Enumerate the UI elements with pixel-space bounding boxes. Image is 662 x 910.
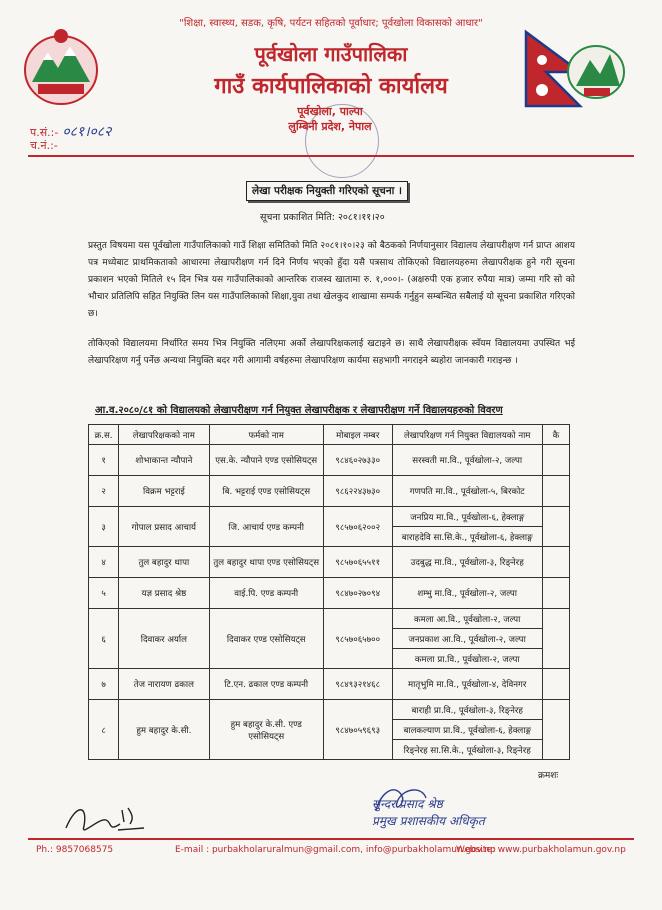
cell-school: गणपति मा.वि., पूर्वखोला-५, बिरकोट: [392, 476, 542, 507]
cell-sn: २: [89, 476, 119, 507]
cell-mobile: ९८५७०६५७००: [323, 609, 392, 669]
cell-school: शम्भु मा.वि., पूर्वखोला-२, जल्पा: [392, 578, 542, 609]
signatory-designation: प्रमुख प्रशासकीय अधिकृत: [372, 814, 485, 828]
cell-sn: ६: [89, 609, 119, 669]
table-row: [89, 700, 570, 720]
cell-mobile: ९८५७०६२००२: [323, 507, 392, 547]
cell-mobile: ९८६२२४३७३०: [323, 476, 392, 507]
table-row: [89, 507, 570, 527]
cell-sn: ७: [89, 669, 119, 700]
footer-phone: Ph.: 9857068575: [36, 845, 114, 855]
reference-label: प.सं.:-: [30, 126, 59, 139]
cell-remarks: [542, 578, 569, 609]
cell-school: कमला आ.वि., पूर्वखोला-२, जल्पा: [392, 609, 542, 629]
header-sn: क्र.स.: [89, 425, 119, 445]
cell-auditor: विक्रम भट्टराई: [119, 476, 209, 507]
cell-auditor: तेज नारायण ढकाल: [119, 669, 209, 700]
cell-sn: ८: [89, 700, 119, 760]
cell-auditor: गोपाल प्रसाद आचार्य: [119, 507, 209, 547]
header-divider: [28, 155, 634, 157]
cell-remarks: [542, 700, 569, 760]
cell-school: मातृभुमि मा.वि., पूर्वखोला-४, देविनगर: [392, 669, 542, 700]
cell-firm: वाई.पि. एण्ड कम्पनी: [209, 578, 323, 609]
slogan: "शिक्षा, स्वास्थ्य, सडक, कृषि, पर्यटन सहितको पूर्वाधार; पूर्वखोला विकासको आधार": [179, 18, 483, 29]
cell-auditor: तुल बहादुर थापा: [119, 547, 209, 578]
cell-school: जनप्रकाश आ.वि., पूर्वखोला-२, जल्पा: [392, 629, 542, 649]
cell-school: जनप्रिय मा.वि., पूर्वखोला-६, हेक्लाङ्ग: [392, 507, 542, 527]
published-date: सूचना प्रकाशित मिति: २०८१।११।२०: [260, 212, 385, 223]
header-mobile: मोबाइल नम्बर: [323, 425, 392, 445]
cell-school: उदबुद्ध मा.वि., पूर्वखोला-३, रिङ्नेरह: [392, 547, 542, 578]
footer-email: E-mail : purbakholaruralmun@gmail.com, info@purbakholamun.gov.np: [175, 845, 496, 855]
cell-sn: १: [89, 445, 119, 476]
table-row: [89, 578, 570, 609]
cell-school: कमला प्रा.वि., पूर्वखोला-२, जल्पा: [392, 649, 542, 669]
cell-remarks: [542, 476, 569, 507]
cell-firm: बि. भट्टराई एण्ड एसोसियट्स: [209, 476, 323, 507]
dispatch-number-label: च.नं.:-: [30, 139, 58, 152]
cell-remarks: [542, 507, 569, 547]
cell-firm: तुल बहादुर थापा एण्ड एसोसियट्स: [209, 547, 323, 578]
table-row: [89, 669, 570, 700]
reference-value: ०८१।०८२: [62, 124, 112, 140]
header-school: लेखापरिक्षण गर्न नियुक्त विद्यालयको नाम: [392, 425, 542, 445]
cell-school: रिङ्नेरह सा.सि.के., पूर्वखोला-३, रिङ्नेरह: [392, 740, 542, 760]
cell-firm: दिवाकर एण्ड एसोसियट्स: [209, 609, 323, 669]
office-name: गाउँ कार्यपालिकाको कार्यालय: [214, 74, 448, 99]
table-header-row: [89, 425, 570, 445]
cell-remarks: [542, 669, 569, 700]
continuation-note: क्रमशः: [538, 771, 559, 781]
cell-school: बाराहदेवि सा.सि.के., पूर्वखोला-६, हेक्लाङ्ग: [392, 527, 542, 547]
cell-sn: ५: [89, 578, 119, 609]
cell-auditor: यज्ञ प्रसाद श्रेष्ठ: [119, 578, 209, 609]
address-line-1: पूर्वखोला, पाल्पा: [297, 105, 363, 118]
notice-paragraph-2: तोकिएको विद्यालयमा निर्धारित समय भित्र नियुक्ति नलिएमा अर्को लेखापरिक्षकलाई खटाइने छ। साथै लेखापरीक्षक स्वँयम विद्यालयमा उपस्थित भई लेखापरिक्षण गर्नु पर्नेछ अन्यथा नियुक्ति बदर गरी आगामी वर्षहरुमा लेखापरिक्षण कार्यमा सहभागी नगराइने ब्यहोरा जानकारी गराइन्छ ।: [88, 339, 575, 366]
cell-remarks: [542, 547, 569, 578]
footer-website: Website: www.purbakholamun.gov.np: [456, 845, 626, 855]
cell-auditor: शोभाकान्त न्यौपाने: [119, 445, 209, 476]
table-row: [89, 609, 570, 629]
header-auditor: लेखापरिक्षकको नाम: [119, 425, 209, 445]
cell-school: सरस्वती मा.वि., पूर्वखोला-२, जल्पा: [392, 445, 542, 476]
table-row: [89, 445, 570, 476]
org-name: पूर्वखोला गाउँपालिका: [254, 42, 408, 66]
cell-firm: जि. आचार्य एण्ड कम्पनी: [209, 507, 323, 547]
notice-title: लेखा परीक्षक नियुक्ती गरिएको सूचना ।: [246, 181, 408, 201]
cell-remarks: [542, 609, 569, 669]
header-remarks: कै: [542, 425, 569, 445]
cell-sn: ४: [89, 547, 119, 578]
address-line-2: लुम्बिनी प्रदेश, नेपाल: [288, 120, 372, 133]
table-title: आ.व.२०८०/८१ को विद्यालयको लेखापरीक्षण गर्न नियुक्त लेखापरीक्षक र लेखापरीक्षण गर्ने विद्यालयहरुको विवरण: [95, 405, 503, 416]
signatory-name: सुन्दर प्रसाद श्रेष्ठ: [372, 797, 443, 811]
cell-firm: हुम बहादुर के.सी. एण्ड एसोसियट्स: [209, 700, 323, 760]
auditor-table: [88, 424, 570, 760]
header-firm: फर्मको नाम: [209, 425, 323, 445]
cell-mobile: ९८४७०२७०९४: [323, 578, 392, 609]
cell-auditor: हुम बहादुर के.सी.: [119, 700, 209, 760]
cell-firm: टि.एन. ढकाल एण्ड कम्पनी: [209, 669, 323, 700]
cell-mobile: ९८४७०५९६९३: [323, 700, 392, 760]
cell-school: बाराही प्रा.वि., पूर्वखोला-३, रिङ्नेरह: [392, 700, 542, 720]
table-row: [89, 547, 570, 578]
municipality-logo-icon: [520, 24, 630, 114]
notice-paragraph-1: प्रस्तुत विषयमा यस पूर्वखोला गाउँपालिकाको गाउँ शिक्षा समितिको मिति २०८१।१०।२३ को बैठकको निर्णयानुसार विद्यालय लेखापरीक्षण गर्न प्राप्त आशय पत्र मध्येबाट प्राथमिकताको आधारमा लेखापरीक्षण गर्न दिने निर्णय भएको हुँदा यसै पत्रसाथ तोकिएको विद्यालयहरुमा लेखापरीक्षक हुने गरी सूचना प्रकाशन भएको मितिले १५ दिन भित्र यस गाउँपालिकाको आन्तरिक राजस्व खातामा रु. १,०००।- (अक्षरुपी एक हजार रुपैया मात्र) जम्मा गरि सो को भौचार प्रतिलिपि सहित नियुक्ति लिन यस गाउँपालिकाको शिक्षा,युवा तथा खेलकुद शाखामा सम्पर्क गर्नुहुन सम्बन्धित सबैलाई यो सूचना प्रकाशित गरिएको छ।: [88, 241, 575, 319]
cell-auditor: दिवाकर अर्याल: [119, 609, 209, 669]
cell-school: बालकल्याण प्रा.वि., पूर्वखोला-६, हेक्लाङ्ग: [392, 720, 542, 740]
table-row: [89, 476, 570, 507]
cell-remarks: [542, 445, 569, 476]
signatory-block: [372, 796, 532, 830]
cell-mobile: ९८५७०६५५११: [323, 547, 392, 578]
initial-signature: [62, 798, 152, 842]
cell-mobile: ९८४९३२१४६८: [323, 669, 392, 700]
cell-sn: ३: [89, 507, 119, 547]
footer-divider: [28, 838, 634, 840]
cell-firm: एस.के. न्यौपाने एण्ड एसोसियट्स: [209, 445, 323, 476]
cell-mobile: ९८४६०२७३३०: [323, 445, 392, 476]
